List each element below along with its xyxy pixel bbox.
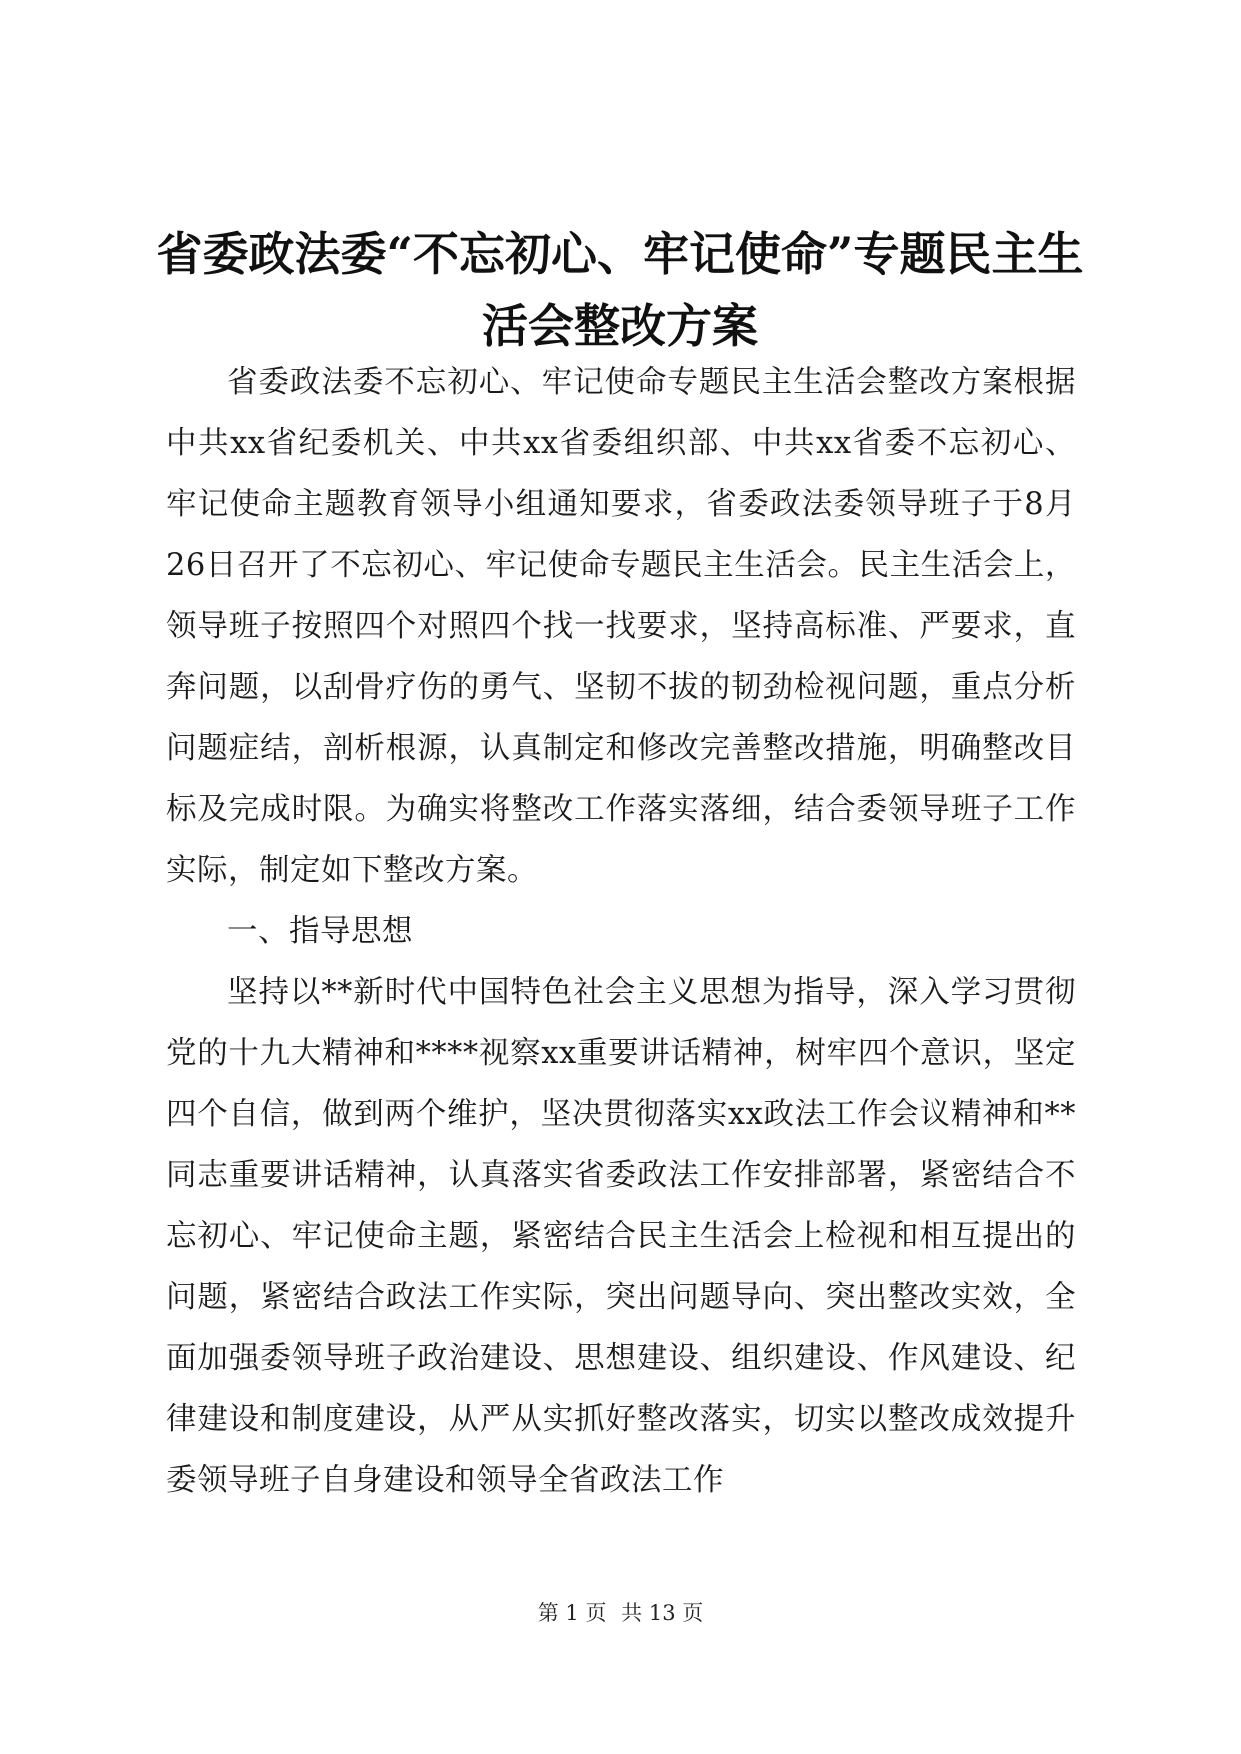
page-number: 第 1 页 [537,1601,607,1625]
intro-paragraph: 省委政法委不忘初心、牢记使命专题民主生活会整改方案根据中共xx省纪委机关、中共xx省委组织部、中共xx省委不忘初心、牢记使命主题教育领导小组通知要求，省委政法委领导班子于8月26日召开了不忘初心、牢记使命专题民主生活会。民主生活会上，领导班子按照四个对照四个找一找要求，坚持高标准、严要求，直奔问题，以刮骨疗伤的勇气、坚韧不拔的韧劲检视问题，重点分析问题症结，剖析根源，认真制定和修改完善整改措施，明确整改目标及完成时限。为确实将整改工作落实落细，结合委领导班子工作实际，制定如下整改方案。 [166,365,1076,888]
page-total: 共 13 页 [621,1601,704,1625]
guiding-thought-paragraph: 坚持以**新时代中国特色社会主义思想为指导，深入学习贯彻党的十九大精神和****视察xx重要讲话精神，树牢四个意识，坚定四个自信，做到两个维护，坚决贯彻落实xx政法工作会议精神和**同志重要讲话精神，认真落实省委政法工作安排部署，紧密结合不忘初心、牢记使命主题，紧密结合民主生活会上检视和相互提出的问题，紧密结合政法工作实际，突出问题导向、突出整改实效，全面加强委领导班子政治建设、思想建设、组织建设、作风建设、纪律建设和制度建设，从严从实抓好整改落实，切实以整改成效提升委领导班子自身建设和领导全省政法工作 [166,975,1076,1498]
document-body [166,352,1076,1511]
page-footer [0,1597,1241,1627]
section-heading-guiding-thought: 一、指导思想 [227,914,413,949]
document-title: 省委政法委“不忘初心、牢记使命”专题民主生活会整改方案 [156,227,1084,353]
